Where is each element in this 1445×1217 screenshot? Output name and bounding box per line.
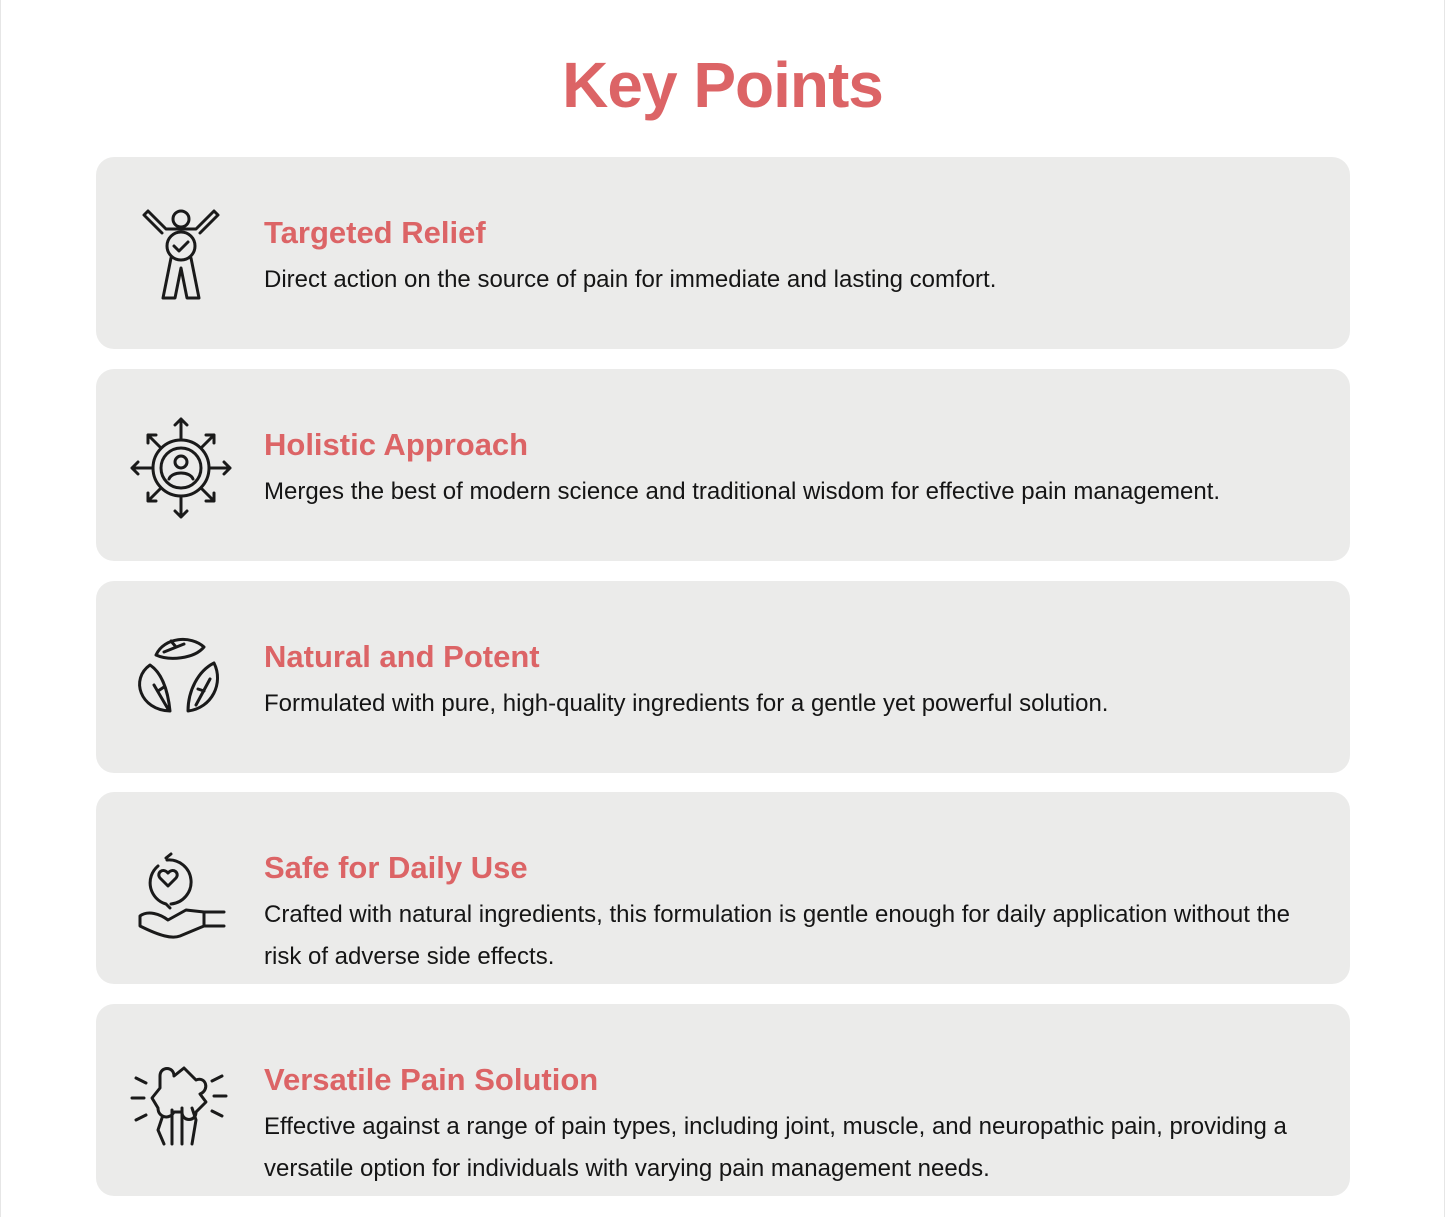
person-arrows-gear-icon	[126, 413, 236, 523]
card-title: Safe for Daily Use	[264, 850, 528, 885]
card-title: Holistic Approach	[264, 427, 529, 462]
card-title: Natural and Potent	[264, 639, 540, 674]
card-text: Formulated with pure, high-quality ingredients for a gentle yet powerful solution.	[264, 690, 1109, 717]
card-title: Targeted Relief	[264, 215, 486, 250]
key-point-card	[96, 1004, 1350, 1196]
leaves-cycle-icon	[126, 625, 236, 735]
card-text: Crafted with natural ingredients, this formulation is gentle enough for daily application without the risk of adverse side effects.	[264, 901, 1290, 970]
key-point-card	[96, 581, 1350, 773]
card-text: Effective against a range of pain types, including joint, muscle, and neuropathic pain, providing a versatile option for individuals with varying pain management needs.	[264, 1113, 1287, 1182]
key-point-card	[96, 369, 1350, 561]
card-title: Versatile Pain Solution	[264, 1062, 599, 1097]
card-text: Merges the best of modern science and traditional wisdom for effective pain management.	[264, 478, 1221, 505]
page-title: Key Points	[562, 49, 883, 121]
hand-heart-icon	[126, 836, 236, 946]
person-check-icon	[126, 201, 236, 311]
hand-puzzle-icon	[126, 1048, 236, 1158]
key-point-card	[96, 792, 1350, 984]
key-point-card	[96, 157, 1350, 349]
card-text: Direct action on the source of pain for immediate and lasting comfort.	[264, 266, 997, 293]
